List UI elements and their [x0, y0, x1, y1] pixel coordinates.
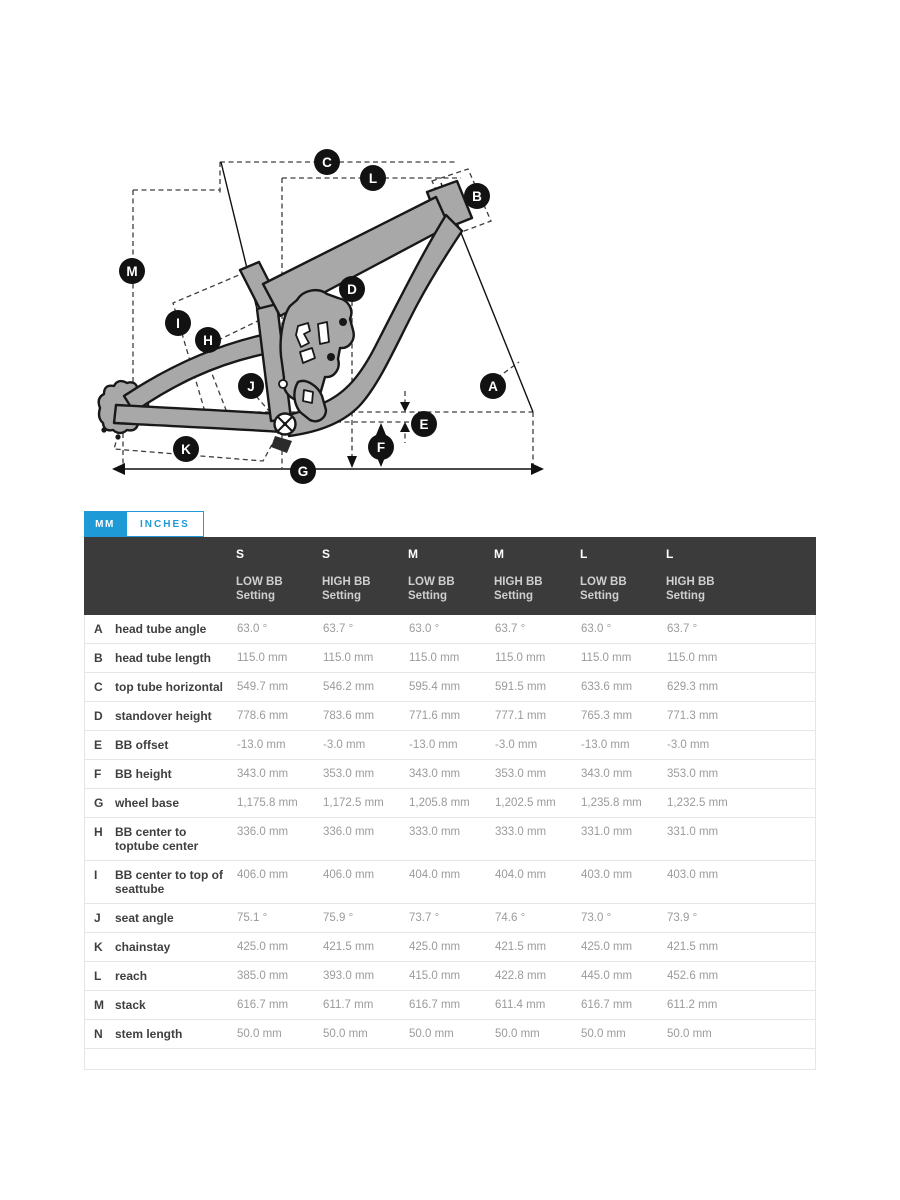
row-label: head tube angle	[115, 622, 207, 636]
geometry-diagram	[0, 0, 900, 520]
header-bb-label: HIGH BB	[666, 576, 715, 588]
row-value: -13.0 mm	[237, 739, 286, 751]
row-value: 422.8 mm	[495, 970, 547, 982]
row-letter: I	[94, 868, 98, 882]
table-row-m	[85, 991, 815, 1020]
diagram-label-text: H	[203, 332, 213, 348]
header-bb-label: LOW BB	[408, 576, 455, 588]
row-value: 73.0 °	[581, 912, 612, 924]
row-value: 336.0 mm	[237, 826, 289, 838]
row-value: 406.0 mm	[323, 869, 375, 881]
row-value: 445.0 mm	[581, 970, 633, 982]
row-letter: N	[94, 1027, 103, 1041]
diagram-label-text: I	[176, 315, 180, 331]
row-letter: H	[94, 825, 103, 839]
row-value: 63.0 °	[409, 623, 440, 635]
row-value: -13.0 mm	[581, 739, 630, 751]
table-row-b	[85, 644, 815, 673]
table-row-n	[85, 1020, 815, 1049]
row-value: 115.0 mm	[495, 652, 546, 664]
row-letter: B	[94, 651, 103, 665]
row-value: 63.7 °	[495, 623, 526, 635]
row-value: 115.0 mm	[323, 652, 374, 664]
row-value: 75.9 °	[323, 912, 354, 924]
row-value: 616.7 mm	[237, 999, 289, 1011]
row-value: 333.0 mm	[409, 826, 461, 838]
diagram-label-text: A	[488, 378, 498, 394]
row-value: 73.7 °	[409, 912, 440, 924]
row-label: BB offset	[115, 738, 169, 752]
row-value: 546.2 mm	[323, 681, 375, 693]
row-label: seat angle	[115, 911, 174, 925]
table-row-a	[85, 615, 815, 644]
header-column-s-high	[322, 547, 408, 603]
row-value: 331.0 mm	[667, 826, 719, 838]
row-value: -13.0 mm	[409, 739, 458, 751]
row-value: 63.7 °	[323, 623, 354, 635]
row-value: 549.7 mm	[237, 681, 289, 693]
row-value: 406.0 mm	[237, 869, 289, 881]
row-value: 336.0 mm	[323, 826, 375, 838]
table-row-j	[85, 904, 815, 933]
row-letter: A	[94, 622, 103, 636]
row-value: 73.9 °	[667, 912, 698, 924]
row-label: wheel base	[115, 796, 180, 810]
row-value: 75.1 °	[237, 912, 268, 924]
row-value: 353.0 mm	[495, 768, 547, 780]
diagram-label-text: L	[368, 170, 378, 186]
row-value: -3.0 mm	[495, 739, 538, 751]
table-row-k	[85, 933, 815, 962]
unit-tabs	[84, 511, 204, 537]
frame-illustration	[99, 181, 472, 453]
table-row-e	[85, 731, 815, 760]
row-value: 1,235.8 mm	[581, 797, 642, 809]
row-value: 343.0 mm	[581, 768, 633, 780]
diagram-label-text: D	[347, 281, 357, 297]
header-setting-label: Setting	[494, 590, 533, 602]
row-value: 115.0 mm	[237, 652, 288, 664]
row-value: 616.7 mm	[581, 999, 633, 1011]
header-setting-label: Setting	[580, 590, 619, 602]
header-size-label: S	[236, 547, 245, 561]
row-label: head tube length	[115, 651, 211, 665]
table-row-f	[85, 760, 815, 789]
header-size-label: L	[666, 547, 674, 561]
row-value: 611.2 mm	[667, 999, 718, 1011]
row-value: 74.6 °	[495, 912, 526, 924]
row-letter: K	[94, 940, 103, 954]
row-value: 331.0 mm	[581, 826, 633, 838]
row-value: 633.6 mm	[581, 681, 633, 693]
row-value: 778.6 mm	[237, 710, 289, 722]
row-value: 343.0 mm	[409, 768, 461, 780]
row-value: 425.0 mm	[581, 941, 633, 953]
row-label: top tube horizontal	[115, 680, 223, 694]
row-label: stack	[115, 998, 146, 1012]
tab-mm[interactable]: MM	[84, 511, 126, 537]
geometry-table	[84, 537, 816, 1070]
header-bb-label: LOW BB	[236, 576, 283, 588]
row-letter: J	[94, 911, 101, 925]
row-value: 385.0 mm	[237, 970, 289, 982]
row-value: 50.0 mm	[237, 1028, 282, 1040]
row-value: 50.0 mm	[409, 1028, 454, 1040]
tab-inches[interactable]: INCHES	[126, 511, 204, 537]
row-value: -3.0 mm	[667, 739, 710, 751]
row-value: 115.0 mm	[667, 652, 718, 664]
row-value: 425.0 mm	[409, 941, 461, 953]
diagram-label-text: M	[126, 263, 138, 279]
row-letter: D	[94, 709, 103, 723]
row-value: -3.0 mm	[323, 739, 366, 751]
row-value: 1,202.5 mm	[495, 797, 556, 809]
row-value: 404.0 mm	[409, 869, 461, 881]
row-value: 611.4 mm	[495, 999, 546, 1011]
row-label: BB center to top of seattube	[115, 868, 223, 896]
row-value: 50.0 mm	[323, 1028, 368, 1040]
header-column-l-low	[580, 547, 666, 603]
header-spacer-label	[114, 547, 236, 603]
row-label: BB height	[115, 767, 172, 781]
row-value: 63.7 °	[667, 623, 698, 635]
row-value: 421.5 mm	[323, 941, 375, 953]
diagram-label-text: J	[247, 378, 255, 394]
header-setting-label: Setting	[322, 590, 361, 602]
row-value: 1,172.5 mm	[323, 797, 384, 809]
row-value: 783.6 mm	[323, 710, 375, 722]
header-column-l-high	[666, 547, 752, 603]
table-row-d	[85, 702, 815, 731]
header-spacer-letter	[84, 547, 114, 603]
row-label: BB center to toptube center	[115, 825, 199, 853]
header-column-s-low	[236, 547, 322, 603]
header-bb-label: LOW BB	[580, 576, 627, 588]
header-size-label: M	[494, 547, 504, 561]
header-setting-label: Setting	[666, 590, 705, 602]
row-value: 50.0 mm	[667, 1028, 712, 1040]
table-row-l	[85, 962, 815, 991]
header-size-label: M	[408, 547, 418, 561]
table-row-h	[85, 818, 815, 861]
header-setting-label: Setting	[236, 590, 275, 602]
row-letter: G	[94, 796, 104, 810]
row-value: 591.5 mm	[495, 681, 547, 693]
row-value: 611.7 mm	[323, 999, 374, 1011]
diagram-label-text: C	[322, 154, 332, 170]
row-value: 616.7 mm	[409, 999, 461, 1011]
row-value: 343.0 mm	[237, 768, 289, 780]
row-value: 452.6 mm	[667, 970, 719, 982]
row-value: 50.0 mm	[581, 1028, 626, 1040]
row-label: stem length	[115, 1027, 183, 1041]
row-value: 777.1 mm	[495, 710, 547, 722]
table-row-c	[85, 673, 815, 702]
row-value: 1,175.8 mm	[237, 797, 298, 809]
row-value: 425.0 mm	[237, 941, 289, 953]
row-value: 1,205.8 mm	[409, 797, 470, 809]
header-bb-label: HIGH BB	[322, 576, 371, 588]
diagram-label-text: K	[181, 441, 191, 457]
row-value: 393.0 mm	[323, 970, 375, 982]
row-value: 63.0 °	[581, 623, 612, 635]
row-value: 415.0 mm	[409, 970, 461, 982]
row-value: 595.4 mm	[409, 681, 461, 693]
header-size-label: S	[322, 547, 331, 561]
row-value: 1,232.5 mm	[667, 797, 728, 809]
header-column-m-low	[408, 547, 494, 603]
row-label: standover height	[115, 709, 212, 723]
row-value: 421.5 mm	[495, 941, 547, 953]
row-label: chainstay	[115, 940, 171, 954]
row-value: 353.0 mm	[323, 768, 375, 780]
header-column-m-high	[494, 547, 580, 603]
row-letter: F	[94, 767, 102, 781]
row-value: 50.0 mm	[495, 1028, 540, 1040]
diagram-label-text: E	[419, 416, 429, 432]
row-value: 403.0 mm	[667, 869, 719, 881]
row-letter: L	[94, 969, 102, 983]
row-value: 404.0 mm	[495, 869, 547, 881]
diagram-label-text: F	[376, 439, 386, 455]
table-row-i	[85, 861, 815, 904]
row-value: 115.0 mm	[581, 652, 632, 664]
row-letter: E	[94, 738, 103, 752]
row-letter: M	[94, 998, 104, 1012]
header-bb-label: HIGH BB	[494, 576, 543, 588]
diagram-label-text: G	[297, 463, 309, 479]
row-value: 629.3 mm	[667, 681, 719, 693]
table-header	[84, 537, 816, 615]
diagram-label-text: B	[472, 188, 482, 204]
row-label: reach	[115, 969, 148, 983]
row-value: 115.0 mm	[409, 652, 460, 664]
table-body	[85, 615, 815, 1049]
row-value: 403.0 mm	[581, 869, 633, 881]
header-size-label: L	[580, 547, 588, 561]
frame-diagram-svg	[0, 0, 900, 520]
row-value: 63.0 °	[237, 623, 268, 635]
row-value: 765.3 mm	[581, 710, 633, 722]
row-value: 353.0 mm	[667, 768, 719, 780]
row-letter: C	[94, 680, 103, 694]
table-row-g	[85, 789, 815, 818]
row-value: 421.5 mm	[667, 941, 719, 953]
header-setting-label: Setting	[408, 590, 447, 602]
row-value: 333.0 mm	[495, 826, 547, 838]
row-value: 771.6 mm	[409, 710, 461, 722]
row-value: 771.3 mm	[667, 710, 719, 722]
